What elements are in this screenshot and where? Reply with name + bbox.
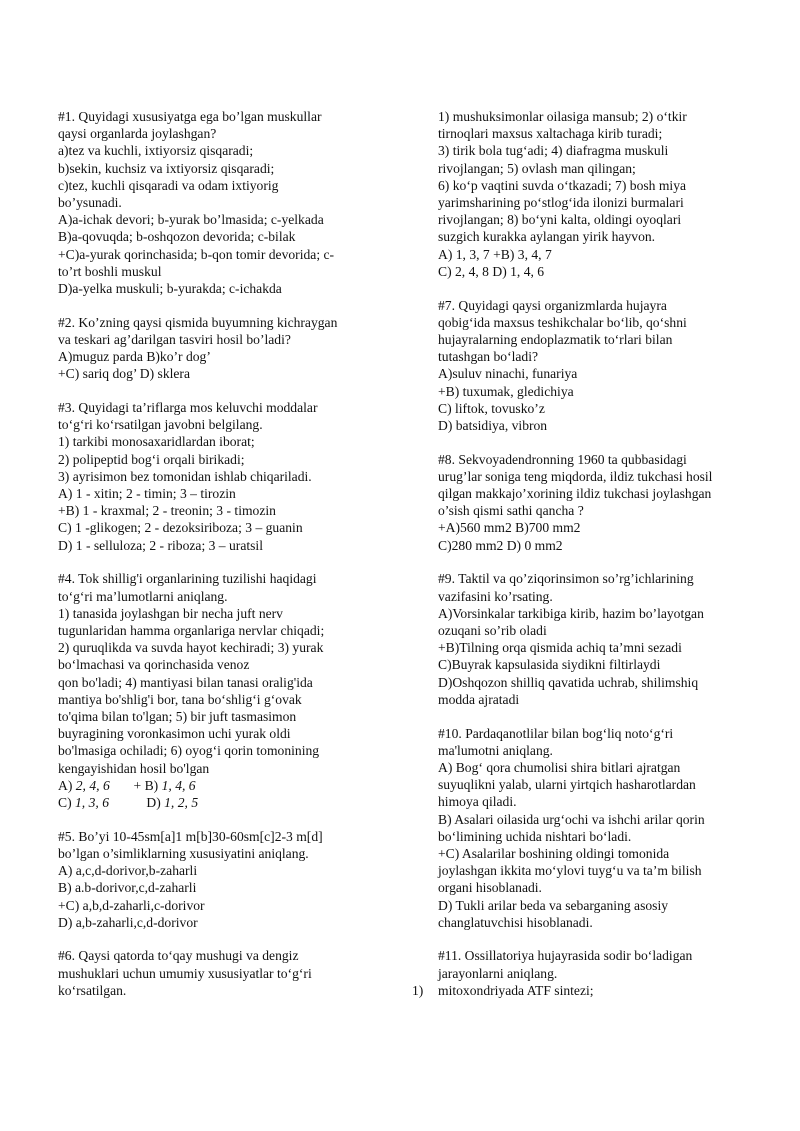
text-line: changlatuvchisi hisoblanadi.	[438, 914, 593, 930]
text-line: #7. Quyidagi qaysi organizmlarda hujayra	[438, 297, 667, 313]
text-line: +A)560 mm2 B)700 mm2	[438, 520, 581, 536]
text-line: c)tez, kuchli qisqaradi va odam ixtiyorig	[58, 177, 279, 193]
answer-row	[58, 794, 376, 811]
text-line: bo‘limining uchida nishtari bo‘ladi.	[438, 828, 632, 844]
answer-gap	[109, 795, 146, 810]
item-number: 1)	[412, 982, 424, 998]
text-line: to'qima bilan to'lgan; 5) bir juft tasmasimon	[58, 709, 297, 724]
text-line: B) a.b-dorivor,c,d-zaharli	[58, 880, 197, 896]
text-line: #8. Sekvoyadendronning 1960 ta qubbasidagi	[438, 451, 687, 467]
text-line: #10. Pardaqanotlilar bilan bog‘liq noto‘g‘ri	[438, 725, 674, 741]
text-line: qobig‘ida maxsus teshikchalar bo‘lib, qo‘shni	[438, 314, 687, 330]
question-block	[438, 725, 748, 931]
text-line: va teskari ag’darilgan tasviri hosil bo’ladi?	[58, 331, 291, 347]
text-line: bo’lgan o’simliklarning xususiyatini aniqlang.	[58, 845, 309, 861]
text-line: #9. Taktil va qo’ziqorinsimon so’rg’ichlarining	[438, 571, 694, 587]
text-line: kengayishidan hosil bo'lgan	[58, 760, 210, 776]
text-line: 1) tanasida joylashgan bir necha juft nerv	[58, 605, 283, 621]
text-line: C)Buyrak kapsulasida siydikni filtirlaydi	[438, 657, 661, 673]
text-line: +C) Asalarilar boshining oldingi tomonida	[438, 845, 670, 861]
text-line: #1. Quyidagi xususiyatga ega bo’lgan muskullar	[58, 109, 322, 124]
text-line: rivojlangan; 5) ovlash man qilingan;	[438, 160, 636, 176]
text-line: suzgich kurakka aylangan yirik hayvon.	[438, 229, 656, 245]
text-line: D) 1 - selluloza; 2 - riboza; 3 – uratsil	[58, 537, 263, 553]
question-block	[438, 108, 748, 280]
text-line: 2) quruqlikda va suvda hayot kechiradi; 3) yurak	[58, 640, 324, 656]
text-line: bo’ysunadi.	[58, 195, 122, 211]
text-line: #11. Ossillatoriya hujayrasida sodir bo‘ladigan	[438, 948, 693, 964]
text-line: #3. Quyidagi ta’riflarga mos keluvchi moddalar	[58, 400, 318, 416]
question-block	[438, 451, 748, 554]
text-line: hujayralarning endoplazmatik to‘rlari bilan	[438, 331, 673, 347]
text-line: ma'lumotni aniqlang.	[438, 742, 553, 758]
text-line: +C) a,b,d-zaharli,c-dorivor	[58, 897, 205, 913]
text-line: himoya qiladi.	[438, 794, 517, 810]
text-line: urug’lar soniga teng miqdorda, ildiz tukchasi hosil	[438, 468, 713, 484]
question-block	[58, 399, 376, 554]
text-line: rivojlangan; 8) bo‘yni kalta, oldingi oyoqlari	[438, 212, 682, 228]
text-line: modda ajratadi	[438, 691, 520, 707]
answer-label: A)	[58, 777, 76, 793]
text-line: to’rt boshli muskul	[58, 263, 162, 279]
answer-gap	[110, 778, 134, 793]
text-line: mantiya bo'shlig'i bor, tana bo‘shlig‘i g‘ovak	[58, 691, 302, 707]
text-line: +C) sariq dog’ D) sklera	[58, 366, 190, 382]
text-line: qaysi organlarda joylashgan?	[58, 126, 217, 142]
text-line: to‘g‘ri ko‘rsatilgan javobni belgilang.	[58, 417, 263, 433]
text-line: 6) ko‘p vaqtini suvda o‘tkazadi; 7) bosh miya	[438, 177, 687, 193]
text-line: buyragining voronkasimon uchi yurak oldi	[58, 726, 291, 742]
question-block	[58, 108, 376, 297]
text-line: yarimsharining po‘stlog‘ida ilonizi burmalari	[438, 195, 684, 211]
text-line: organi hisoblanadi.	[438, 880, 542, 896]
answer-label: D)	[146, 795, 165, 811]
answer-value: 1, 4, 6	[161, 777, 196, 793]
text-line: 2) polipeptid bog‘i orqali birikadi;	[58, 451, 245, 467]
text-line: D)Oshqozon shilliq qavatida uchrab, shilimshiq	[438, 674, 699, 690]
text-line: B) Asalari oilasida urg‘ochi va ishchi arilar qorin	[438, 811, 705, 827]
text-line: o’sish qismi sathi qancha ?	[438, 503, 584, 519]
text-line: jarayonlarni aniqlang.	[438, 965, 558, 981]
text-line: +C)a-yurak qorinchasida; b-qon tomir devorida; c-	[58, 246, 335, 262]
question-block	[58, 947, 376, 999]
text-line: A) a,c,d-dorivor,b-zaharli	[58, 863, 198, 879]
text-line: +B) tuxumak, gledichiya	[438, 383, 574, 399]
text-line: 3) ayrisimon bez tomonidan ishlab chiqariladi.	[58, 468, 312, 484]
text-line: C) liftok, tovusko’z	[438, 400, 545, 416]
text-line: qilgan makkajo’xorining ildiz tukchasi joylashgan	[438, 486, 712, 502]
numbered-item	[412, 982, 748, 999]
text-line: to‘g‘ri ma’lumotlarni aniqlang.	[58, 588, 228, 604]
text-line: b)sekin, kuchsiz va ixtiyorsiz qisqaradi;	[58, 160, 275, 176]
text-line: tugunlaridan hamma organlariga nervlar chiqadi;	[58, 622, 325, 638]
answer-label: C)	[58, 795, 75, 811]
text-line: #6. Qaysi qatorda to‘qay mushugi va dengiz	[58, 948, 299, 964]
answer-value: 1, 3, 6	[75, 795, 109, 811]
text-line: joylashgan ikkita mo‘ylovi tuyg‘u va ta’m bilish	[438, 863, 702, 879]
text-line: A)suluv ninachi, funariya	[438, 366, 578, 382]
item-text: mitoxondriyada ATF sintezi;	[438, 982, 594, 998]
text-line: D) Tukli arilar beda va sebarganing asosiy	[438, 897, 669, 913]
text-line: tirnoqlari maxsus xaltachaga kirib turadi;	[438, 126, 663, 142]
text-line: B)a-qovuqda; b-oshqozon devorida; c-bilak	[58, 229, 296, 245]
question-block	[58, 314, 376, 383]
text-line: 3) tirik bola tug‘adi; 4) diafragma muskuli	[438, 143, 669, 159]
text-line: #4. Tok shillig'i organlarining tuzilishi haqidagi	[58, 571, 317, 587]
text-line: A)Vorsinkalar tarkibiga kirib, hazim bo’layotgan	[438, 605, 704, 621]
text-line: A) Bog‘ qora chumolisi shira bitlari ajratgan	[438, 759, 681, 775]
answer-value: 2, 4, 6	[75, 777, 110, 793]
text-line: C)280 mm2 D) 0 mm2	[438, 537, 563, 553]
text-line: C) 2, 4, 8 D) 1, 4, 6	[438, 263, 545, 279]
answer-value: 1, 2, 5	[164, 795, 199, 811]
question-block	[412, 947, 748, 999]
question-block	[58, 828, 376, 931]
text-line: D) a,b-zaharli,c,d-dorivor	[58, 914, 198, 930]
text-line: A) 1 - xitin; 2 - timin; 3 – tirozin	[58, 486, 236, 502]
question-block	[438, 297, 748, 435]
text-line: vazifasini ko’rsating.	[438, 588, 553, 604]
text-line: +B) 1 - kraxmal; 2 - treonin; 3 - timozin	[58, 503, 276, 519]
text-line: mushuklari uchun umumiy xususiyatlar to‘g‘ri	[58, 965, 312, 981]
text-line: ko‘rsatilgan.	[58, 982, 127, 998]
text-line: qon bo'ladi; 4) mantiyasi bilan tanasi oralig'ida	[58, 674, 313, 690]
question-block	[58, 570, 376, 811]
text-line: bo‘lmachasi va qorinchasida venoz	[58, 657, 250, 673]
right-column	[412, 108, 748, 999]
text-line: #2. Ko’zning qaysi qismida buyumning kichraygan	[58, 314, 338, 330]
text-line: A)a-ichak devori; b-yurak bo’lmasida; c-yelkada	[58, 212, 324, 228]
text-line: 1) tarkibi monosaxaridlardan iborat;	[58, 434, 255, 450]
text-line: a)tez va kuchli, ixtiyorsiz qisqaradi;	[58, 143, 254, 159]
question-block	[438, 570, 748, 708]
text-line: tutashgan bo‘ladi?	[438, 349, 539, 365]
text-line: +B)Tilning orqa qismida achiq ta’mni sezadi	[438, 640, 682, 656]
text-line: D) batsidiya, vibron	[438, 417, 548, 433]
text-line: C) 1 -glikogen; 2 - dezoksiriboza; 3 – guanin	[58, 520, 303, 536]
text-line: ozuqani so’rib oladi	[438, 622, 547, 638]
answer-row	[58, 777, 376, 794]
text-line: 1) mushuksimonlar oilasiga mansub; 2) o‘tkir	[438, 109, 687, 124]
text-line: #5. Bo’yi 10-45sm[a]1 m[b]30-60sm[c]2-3 m[d]	[58, 828, 323, 844]
text-line: bo'lmasiga ochiladi; 6) oyog‘i qorin tomonining	[58, 743, 320, 759]
text-line: A)muguz parda B)ko’r dog’	[58, 349, 211, 365]
answer-label: + B)	[133, 777, 162, 793]
text-line: suyuqlikni yalab, ularni yirtqich hasharotlardan	[438, 777, 696, 793]
text-line: D)a-yelka muskuli; b-yurakda; c-ichakda	[58, 281, 282, 297]
text-line: A) 1, 3, 7 +B) 3, 4, 7	[438, 246, 552, 262]
left-column	[58, 108, 376, 999]
